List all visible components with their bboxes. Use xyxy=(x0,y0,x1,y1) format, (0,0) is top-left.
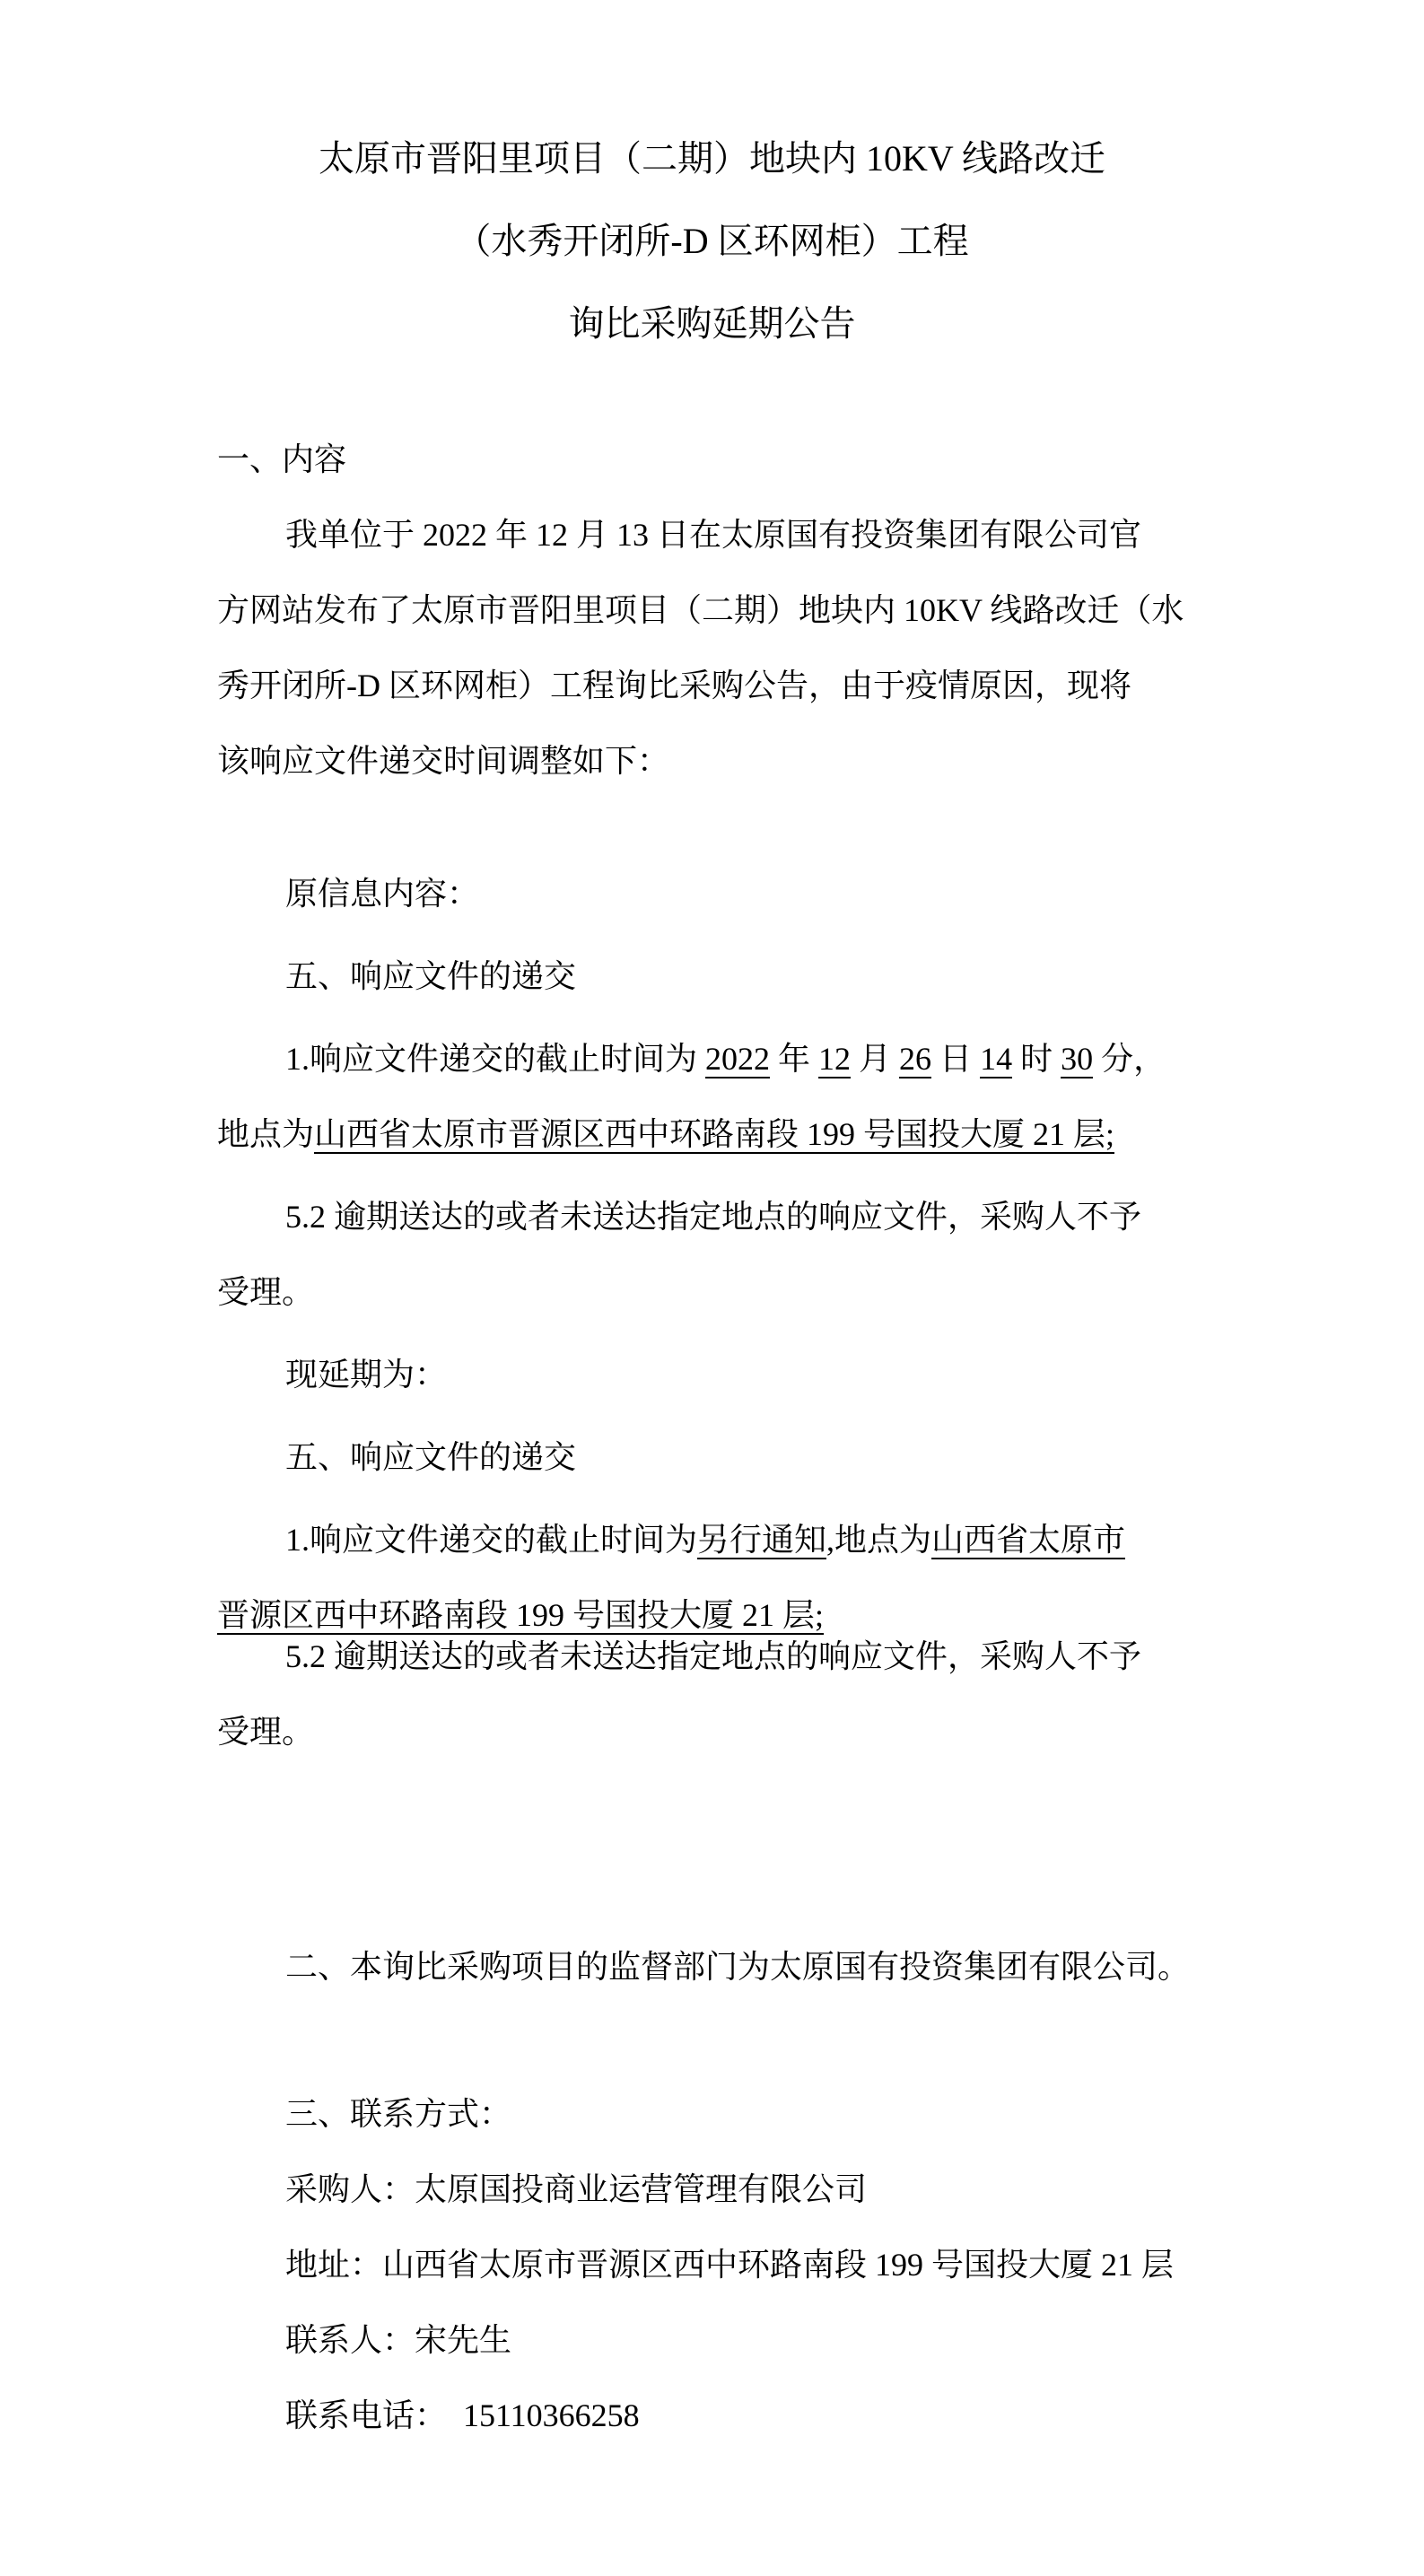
underlined-text: 2022 xyxy=(705,1041,771,1077)
original-info-label xyxy=(217,856,1424,931)
contact-purchaser xyxy=(217,2152,1424,2227)
text-segment: 该响应文件递交时间调整如下： xyxy=(217,743,670,779)
text-segment: 地址：山西省太原市晋源区西中环路南段 199 号国投大厦 21 层 xyxy=(285,2247,1175,2283)
overdue-clause-2-line-1 xyxy=(217,1619,1424,1694)
intro-paragraph-line-3 xyxy=(217,648,1424,723)
document-title xyxy=(0,0,1424,365)
underlined-text: 26 xyxy=(899,1041,932,1077)
contact-phone xyxy=(217,2378,1424,2453)
location-line xyxy=(217,1096,1424,1172)
underlined-text: 山西省太原市 xyxy=(931,1522,1126,1558)
text-segment: 月 xyxy=(851,1041,900,1077)
section-two-supervision xyxy=(217,1929,1424,2004)
text-segment: 原信息内容： xyxy=(285,876,480,912)
section-one-heading xyxy=(217,422,1424,497)
text-segment: ,地点为 xyxy=(826,1522,932,1558)
text-segment: 1.响应文件递交的截止时间为 xyxy=(285,1041,706,1077)
text-segment: 采购人：太原国投商业运营管理有限公司 xyxy=(285,2171,868,2207)
title-line-2: （水秀开闭所-D 区环网柜）工程 xyxy=(455,221,969,261)
text-segment: 联系人：宋先生 xyxy=(285,2322,512,2358)
intro-paragraph-line-4 xyxy=(217,723,1424,799)
contact-person xyxy=(217,2302,1424,2378)
underlined-text: 另行通知 xyxy=(697,1522,827,1558)
text-segment: 二、本询比采购项目的监督部门为太原国有投资集团有限公司。 xyxy=(285,1949,1191,1985)
text-segment: 地点为 xyxy=(217,1116,315,1152)
text-segment: 受理。 xyxy=(217,1714,315,1750)
text-segment: 联系电话： 15110366258 xyxy=(285,2397,640,2433)
overdue-clause-line-2 xyxy=(217,1254,1424,1330)
contact-address xyxy=(217,2227,1424,2302)
overdue-clause-2-line-2 xyxy=(217,1694,1424,1769)
underlined-text: 12 xyxy=(818,1041,852,1077)
section-three-contact-heading xyxy=(217,2076,1424,2152)
underlined-text: 30 xyxy=(1061,1041,1094,1077)
text-segment: 时 xyxy=(1012,1041,1061,1077)
text-segment: 三、联系方式： xyxy=(285,2096,512,2132)
text-segment: 受理。 xyxy=(217,1274,315,1310)
section-five-heading xyxy=(217,939,1424,1014)
text-segment: 现延期为： xyxy=(285,1357,448,1393)
intro-paragraph-line-2 xyxy=(217,572,1424,648)
extension-label xyxy=(217,1337,1424,1412)
underlined-text: 14 xyxy=(980,1041,1013,1077)
text-segment: 方网站发布了太原市晋阳里项目（二期）地块内 10KV 线路改迁（水 xyxy=(217,592,1184,628)
overdue-clause-line-1 xyxy=(217,1179,1424,1254)
deadline-line-2 xyxy=(217,1502,1424,1577)
text-segment: 日 xyxy=(931,1041,981,1077)
text-segment: 五、响应文件的递交 xyxy=(285,1439,577,1475)
text-segment: 五、响应文件的递交 xyxy=(285,958,577,994)
intro-paragraph-line-1 xyxy=(217,497,1424,572)
underlined-text: 晋源区西中环路南段 199 号国投大厦 21 层; xyxy=(217,1597,825,1633)
underlined-text: 山西省太原市晋源区西中环路南段 199 号国投大厦 21 层; xyxy=(314,1116,1115,1152)
title-line-3: 询比采购延期公告 xyxy=(568,303,856,344)
text-segment: 分， xyxy=(1093,1041,1166,1077)
text-segment: 我单位于 2022 年 12 月 13 日在太原国有投资集团有限公司官 xyxy=(285,517,1142,553)
text-segment: 一、内容 xyxy=(217,441,347,477)
deadline-line xyxy=(217,1021,1424,1096)
text-segment: 秀开闭所-D 区环网柜）工程询比采购公告，由于疫情原因，现将 xyxy=(217,668,1131,703)
section-five-heading-2 xyxy=(217,1419,1424,1495)
text-segment: 5.2 逾期送达的或者未送达指定地点的响应文件，采购人不予 xyxy=(285,1199,1142,1235)
title-line-1: 太原市晋阳里项目（二期）地块内 10KV 线路改迁 xyxy=(318,138,1106,179)
text-segment: 1.响应文件递交的截止时间为 xyxy=(285,1522,698,1558)
text-segment: 5.2 逾期送达的或者未送达指定地点的响应文件，采购人不予 xyxy=(285,1638,1142,1674)
document-body xyxy=(0,365,1424,2453)
text-segment: 年 xyxy=(770,1041,819,1077)
